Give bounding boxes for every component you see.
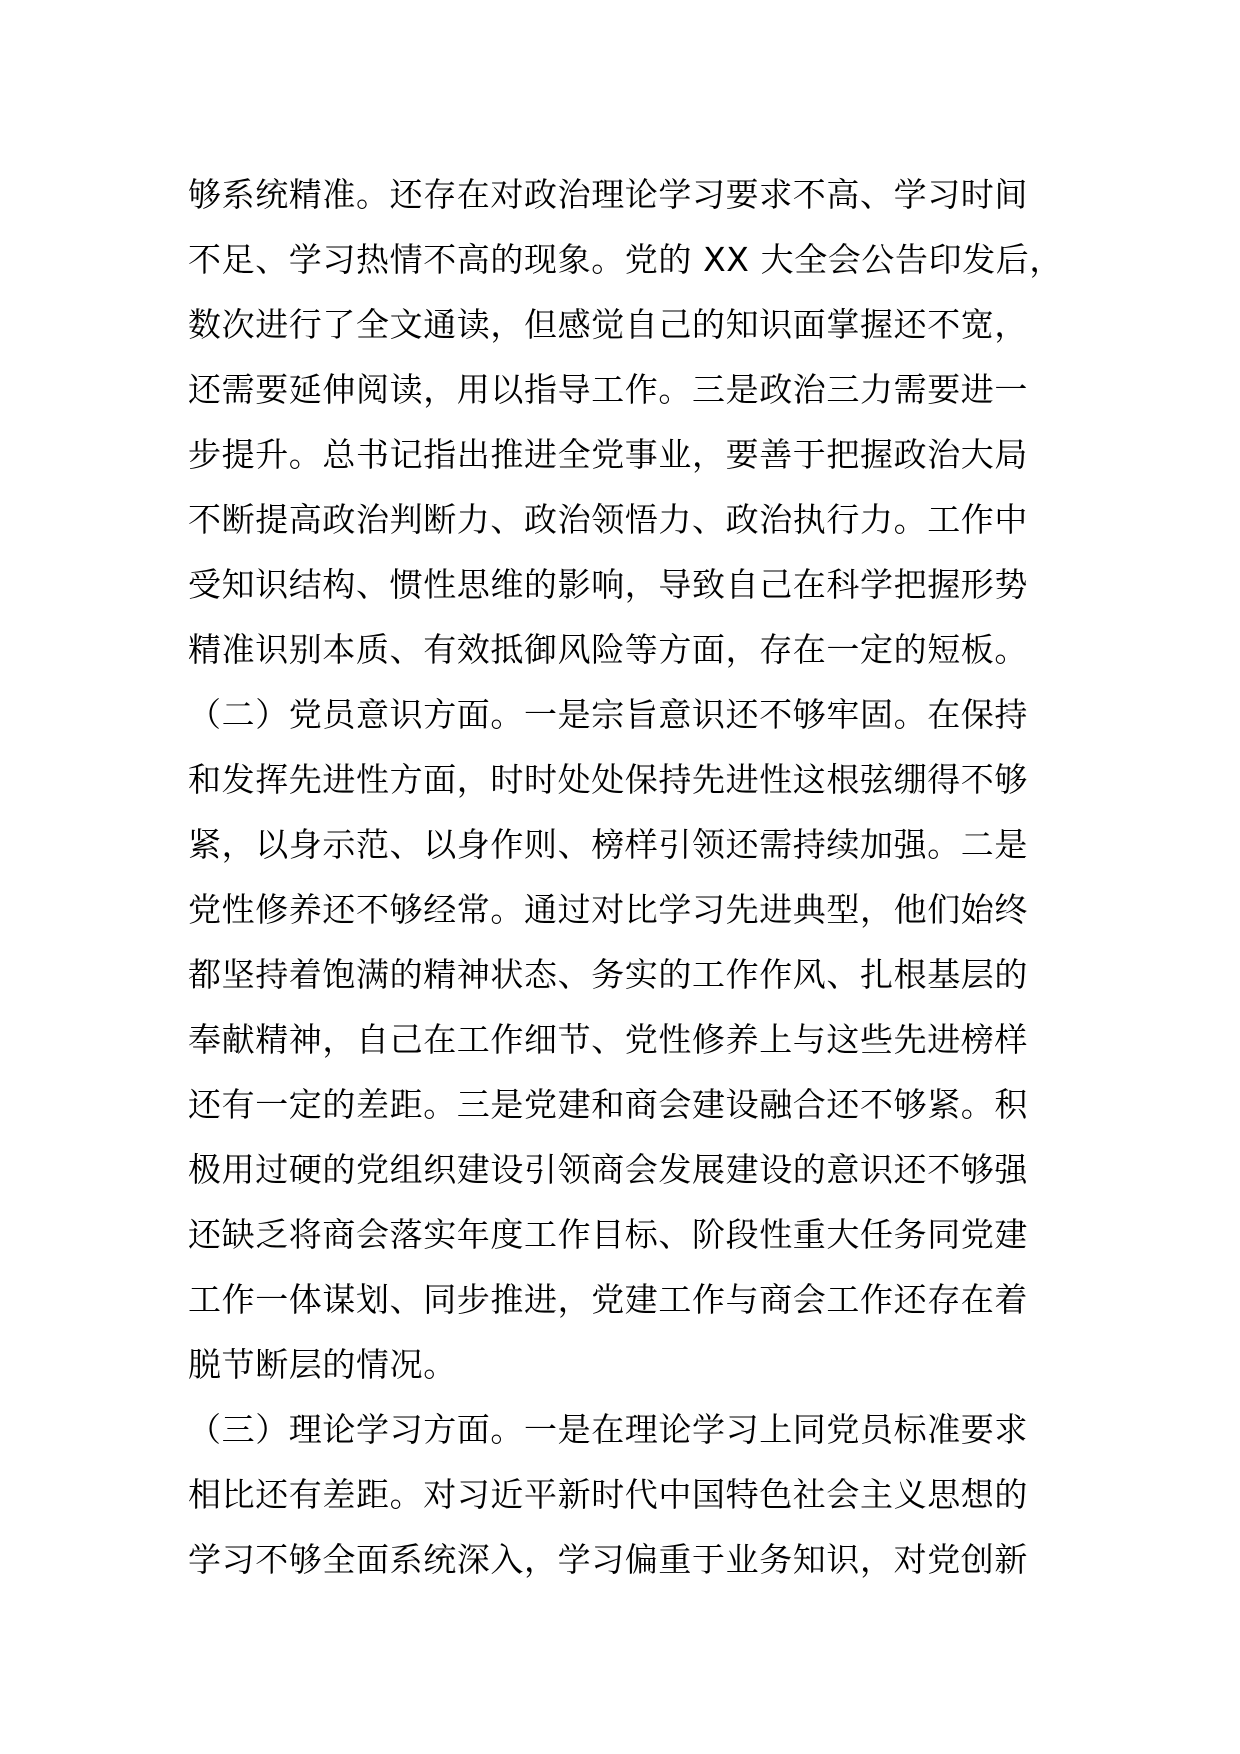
text-line: 还缺乏将商会落实年度工作目标、阶段性重大任务同党建 xyxy=(188,1215,1028,1254)
text-line: 学习不够全面系统深入，学习偏重于业务知识，对党创新 xyxy=(188,1540,1028,1579)
text-line: 够系统精准。还存在对政治理论学习要求不高、学习时间 xyxy=(188,175,1028,214)
section-heading-line: （三）理论学习方面。一是在理论学习上同党员标准要求 xyxy=(188,1410,1028,1449)
text-line: 极用过硬的党组织建设引领商会发展建设的意识还不够强 xyxy=(188,1150,1028,1189)
text-line: 紧，以身示范、以身作则、榜样引领还需持续加强。二是 xyxy=(188,825,1028,864)
body-text xyxy=(188,162,1068,1592)
text-line: 党性修养还不够经常。通过对比学习先进典型，他们始终 xyxy=(188,890,1028,929)
text-line: 工作一体谋划、同步推进，党建工作与商会工作还存在着 xyxy=(188,1280,1028,1319)
section-heading-line: （二）党员意识方面。一是宗旨意识还不够牢固。在保持 xyxy=(188,695,1028,734)
text-line: 不断提高政治判断力、政治领悟力、政治执行力。工作中 xyxy=(188,500,1028,539)
text-line: 受知识结构、惯性思维的影响，导致自己在科学把握形势 xyxy=(188,565,1028,604)
text-line: 步提升。总书记指出推进全党事业，要善于把握政治大局 xyxy=(188,435,1028,474)
text-line: 还有一定的差距。三是党建和商会建设融合还不够紧。积 xyxy=(188,1085,1028,1124)
text-line: 数次进行了全文通读，但感觉自己的知识面掌握还不宽， xyxy=(188,305,1028,344)
text-line: 精准识别本质、有效抵御风险等方面，存在一定的短板。 xyxy=(188,630,1028,669)
text-line: 脱节断层的情况。 xyxy=(188,1345,457,1384)
text-line: 奉献精神，自己在工作细节、党性修养上与这些先进榜样 xyxy=(188,1020,1028,1059)
text-line: 不足、学习热情不高的现象。党的 XX 大全会公告印发后， xyxy=(188,240,1063,279)
text-line: 相比还有差距。对习近平新时代中国特色社会主义思想的 xyxy=(188,1475,1028,1514)
text-line: 都坚持着饱满的精神状态、务实的工作作风、扎根基层的 xyxy=(188,955,1028,994)
text-line: 和发挥先进性方面，时时处处保持先进性这根弦绷得不够 xyxy=(188,760,1028,799)
text-line: 还需要延伸阅读，用以指导工作。三是政治三力需要进一 xyxy=(188,370,1028,409)
